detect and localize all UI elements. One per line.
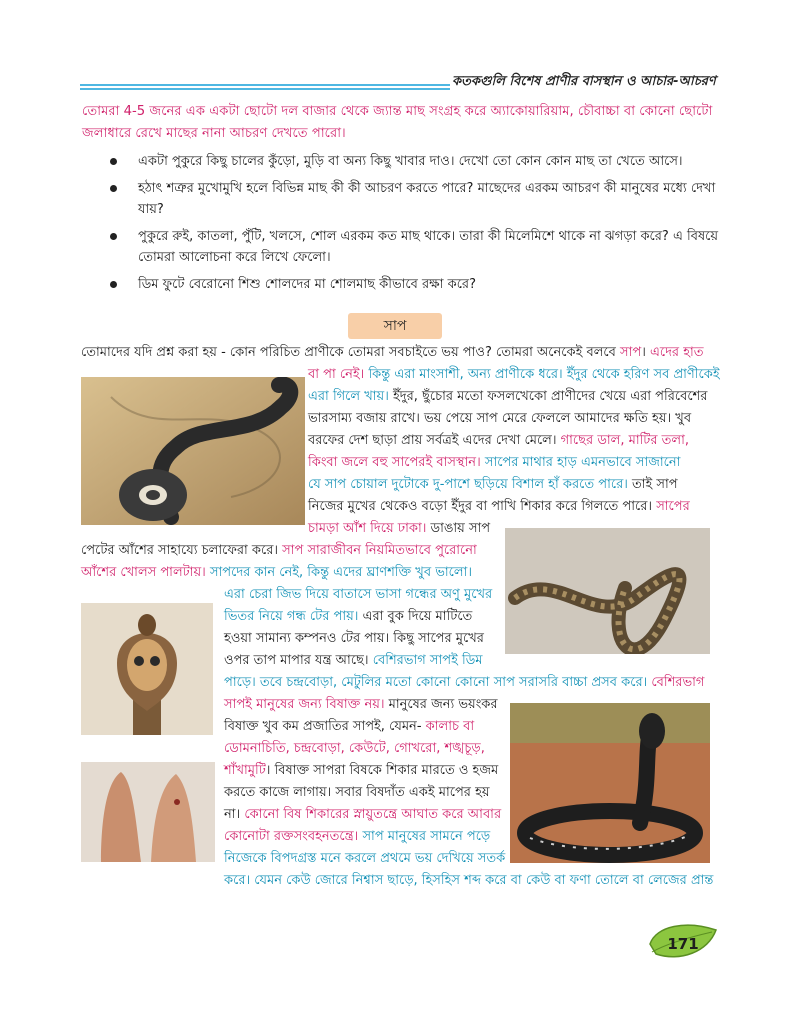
body-line: করে। যেমন কেউ জোরে নিশ্বাস ছাড়ে, হিসহিস শব্দ করে বা কেউ বা ফণা তোলে বা লেজের প্রান্ত	[224, 873, 714, 888]
body-line: না। কোনো বিষ শিকারের স্নায়ুতন্ত্রে আঘাত করে আবার	[224, 807, 502, 822]
snakebite-feet-photo	[81, 762, 215, 862]
list-item: পুকুরে রুই, কাতলা, পুঁটি, খলসে, শোল এরকম কত মাছ থাকে। তারা কী মিলেমিশে থাকে না ঝগড়া করে? এ বিষয়ে তোমরা আলোচনা করে লিখে ফেলো।	[110, 226, 720, 268]
page-number: 171	[667, 935, 699, 953]
body-line: ভিতর নিয়ে গন্ধ টের পায়। এরা বুক দিয়ে মাটিতে	[224, 609, 473, 624]
body-line: ভারসাম্য বজায় রাখে। ভয় পেয়ে সাপ মেরে ফেললে আমাদের ক্ষতি হয়। খুব	[308, 411, 692, 426]
list-item: ডিম ফুটে বেরোনো শিশু শোলদের মা শোলমাছ কীভাবে রক্ষা করে?	[110, 274, 720, 295]
header-rule	[80, 84, 450, 90]
section-heading: সাপ	[348, 313, 442, 339]
body-line: পেটের আঁশের সাহায্যে চলাফেরা করে। সাপ সারাজীবন নিয়মিতভাবে পুরোনো	[81, 543, 477, 558]
body-line: কোনোটা রক্তসংবহনতন্ত্রে। সাপ মানুষের সামনে পড়ে	[224, 829, 491, 844]
leaf-icon	[646, 918, 722, 964]
body-line: পাড়ে। তবে চন্দ্রবোড়া, মেটুলির মতো কোনো কোনো সাপ সরাসরি বাচ্চা প্রসব করে। বেশিরভাগ	[224, 675, 705, 690]
body-line: কিংবা জলে বহু সাপেরই বাসস্থান। সাপের মাথার হাড় এমনভাবে সাজানো	[308, 455, 681, 470]
body-line: বরফের দেশ ছাড়া প্রায় সর্বত্রই এদের দেখা মেলে। গাছের ডাল, মাটির তলা,	[308, 433, 690, 448]
body-line: করতে কাজে লাগায়। সবার বিষদাঁত একই মাপের হয়	[224, 785, 490, 800]
body-line: চামড়া আঁশ দিয়ে ঢাকা। ডাঙায় সাপ	[308, 521, 491, 536]
body-line: বিষাক্ত খুব কম প্রজাতির সাপই, যেমন- কালাচ বা	[224, 719, 475, 734]
body-line: তোমাদের যদি প্রশ্ন করা হয় - কোন পরিচিত প্রাণীকে তোমরা সবচাইতে ভয় পাও? তোমরা অনেকেই বলবে সাপ। এদের হাত	[81, 345, 704, 360]
body-line: নিজেকে বিপদগ্রস্ত মনে করলে প্রথমে ভয় দেখিয়ে সতর্ক	[224, 851, 506, 866]
running-head: কতকগুলি বিশেষ প্রাণীর বাসস্থান ও আচার-আচরণ	[452, 74, 716, 89]
page-number-badge	[646, 918, 722, 964]
cobra-front-photo	[81, 603, 213, 735]
python-photo	[505, 528, 710, 654]
body-line: ওপর তাপ মাপার যন্ত্র আছে। বেশিরভাগ সাপই ডিম	[224, 653, 483, 668]
body-line: হওয়া সামান্য কম্পনও টের পায়। কিছু সাপের মুখের	[224, 631, 484, 646]
activity-list	[110, 151, 720, 301]
body-line: বা পা নেই। কিন্তু এরা মাংসাশী, অন্য প্রাণীকে ধরে। ইঁদুর থেকে হরিণ সব প্রাণীকেই	[308, 367, 720, 382]
king-cobra-photo	[510, 703, 710, 863]
body-line: এরা গিলে খায়। ইঁদুর, ছুঁচোর মতো ফসলখেকো প্রাণীদের খেয়ে এরা পরিবেশের	[308, 389, 708, 404]
body-line: এরা চেরা জিভ দিয়ে বাতাসে ভাসা গন্ধের অণু মুখের	[224, 587, 493, 602]
cobra-hood-photo	[81, 377, 305, 525]
body-line: আঁশের খোলস পালটায়। সাপদের কান নেই, কিন্তু এদের ঘ্রাণশক্তি খুব ভালো।	[81, 565, 472, 580]
body-line: যে সাপ চোয়াল দুটোকে দু-পাশে ছড়িয়ে বিশাল হাঁ করতে পারে। তাই সাপ	[308, 477, 678, 492]
list-item: একটা পুকুরে কিছু চালের কুঁড়ো, মুড়ি বা অন্য কিছু খাবার দাও। দেখো তো কোন কোন মাছ তা খেতে আসে।	[110, 151, 720, 172]
list-item: হঠাৎ শত্রুর মুখোমুখি হলে বিভিন্ন মাছ কী কী আচরণ করতে পারে? মাছেদের এরকম আচরণ কী মানুষের মধ্যে দেখা যায়?	[110, 178, 720, 220]
body-line: শাঁখামুটি। বিষাক্ত সাপরা বিষকে শিকার মারতে ও হজম	[224, 763, 499, 778]
body-line: সাপই মানুষের জন্য বিষাক্ত নয়। মানুষের জন্য ভয়ংকর	[224, 697, 498, 712]
body-line: নিজের মুখের থেকেও বড়ো ইঁদুর বা পাখি শিকার করে গিলতে পারে। সাপের	[308, 499, 690, 514]
intro-paragraph: তোমরা 4-5 জনের এক একটা ছোটো দল বাজার থেকে জ্যান্ত মাছ সংগ্রহ করে অ্যাকোয়ারিয়াম, চৌবাচ্চা বা কোনো ছোটো জলাধারে রেখে মাছের নানা আচরণ দেখতে পারো।	[82, 104, 713, 141]
body-line: ডোমনাচিতি, চন্দ্রবোড়া, কেউটে, গোখরো, শঙ্খচূড়,	[224, 741, 485, 756]
